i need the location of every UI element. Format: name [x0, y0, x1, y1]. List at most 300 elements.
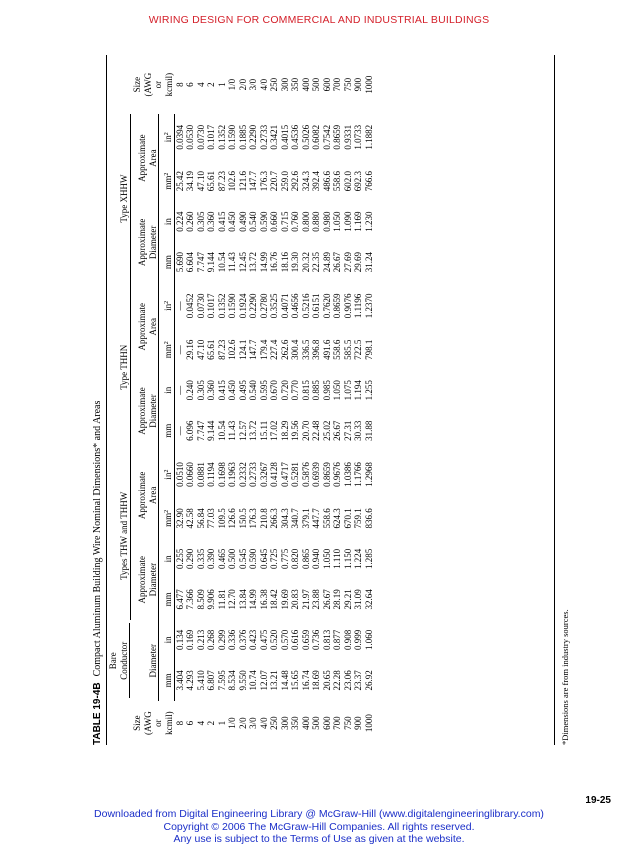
table-cell: 0.1924 — [237, 293, 248, 319]
thhn-diameter-head: Approximate Diameter — [130, 371, 159, 452]
table-cell: 13.84 — [237, 589, 248, 610]
table-cell: 400 — [300, 716, 311, 730]
table-cell: 0.415 — [216, 211, 227, 232]
table-cell: 0.4128 — [269, 462, 279, 487]
page-number: 19-25 — [585, 795, 611, 806]
table-cell: 0.775 — [279, 548, 290, 569]
table-row — [174, 55, 185, 745]
table-cell: 558.6 — [321, 508, 332, 529]
table-cell: 2/0 — [237, 717, 248, 729]
table-cell: 0.880 — [311, 211, 321, 232]
table-cell: 15.11 — [258, 420, 269, 441]
table-cell: 31.88 — [363, 420, 374, 441]
download-notice — [0, 808, 638, 846]
table-row — [280, 55, 291, 745]
table-cell: 0.169 — [185, 629, 195, 651]
table-cell: 4/0 — [258, 78, 269, 91]
table-cell: 1.110 — [332, 548, 342, 569]
table-row — [301, 55, 312, 745]
table-cell: 0.3525 — [269, 293, 279, 319]
table-cell: 0.865 — [300, 548, 311, 569]
table-cell: 10.54 — [216, 251, 227, 273]
table-cell: 11.43 — [227, 252, 237, 273]
table-cell: 121.6 — [237, 170, 248, 192]
table-cell: 0.770 — [290, 380, 300, 401]
table-cell: 0.240 — [185, 380, 195, 401]
table-cell: 19.69 — [279, 589, 290, 610]
table-cell: 0.1590 — [227, 293, 237, 319]
table-cell: 0.0452 — [185, 293, 195, 319]
table-cell: 0.940 — [311, 548, 321, 569]
table-cell: 500 — [311, 77, 321, 92]
table-cell: 5.410 — [195, 670, 206, 691]
table-cell: 17.02 — [269, 420, 279, 441]
table-cell: 0.0881 — [195, 462, 206, 487]
table-row — [217, 55, 228, 745]
table-cell: — — [174, 345, 185, 355]
table-row — [259, 55, 270, 745]
table-cell: 20.65 — [321, 670, 332, 691]
table-cell: 2/0 — [237, 78, 248, 91]
table-cell: 324.3 — [300, 170, 311, 192]
table-cell: 0.8659 — [321, 462, 332, 487]
table-cell: 0.6082 — [311, 124, 321, 150]
table-cell: 7.747 — [195, 420, 206, 441]
table-cell: 0.815 — [300, 380, 311, 401]
table-row — [238, 55, 249, 745]
table-cell: 23.06 — [342, 670, 353, 691]
table-cell: 0.3267 — [258, 462, 269, 487]
table-cell: 21.97 — [300, 589, 311, 610]
table-cell: 0.2290 — [248, 124, 258, 150]
table-cell: 0.540 — [248, 211, 258, 232]
table-cell: 336.5 — [300, 339, 311, 360]
table-cell: 32.90 — [174, 508, 185, 529]
table-cell: 1/0 — [227, 717, 237, 729]
table-cell: 31.09 — [353, 589, 363, 610]
table-cell: 0.5876 — [300, 462, 311, 487]
table-cell: 722.5 — [353, 339, 363, 360]
table-cell: 0.390 — [206, 548, 216, 569]
table-cell: 0.4536 — [290, 124, 300, 150]
table-cell: 14.99 — [258, 251, 269, 273]
table-cell: 0.800 — [300, 211, 311, 232]
table-cell: 6.096 — [185, 420, 195, 441]
table-cell: 0.616 — [290, 629, 300, 651]
table-cell: 7.366 — [185, 589, 195, 610]
table-cell: 19.30 — [290, 251, 300, 273]
table-cell: 6.604 — [185, 251, 195, 273]
table-cell: 262.6 — [279, 339, 290, 360]
table-cell: 1.050 — [332, 211, 342, 232]
table-cell: 0.715 — [279, 211, 290, 232]
table-cell: 227.4 — [269, 339, 279, 360]
table-cell: 759.1 — [353, 508, 363, 529]
table-cell: 1.060 — [363, 629, 374, 651]
table-cell: 1000 — [363, 714, 374, 733]
table-cell: 670.1 — [342, 508, 353, 529]
table-cell: 1.2370 — [363, 293, 374, 319]
table-cell: 1.1882 — [363, 124, 374, 150]
table-cell: 9.906 — [206, 589, 216, 610]
table-cell: 4/0 — [258, 717, 269, 729]
table-cell: 1.224 — [353, 548, 363, 569]
table-cell: 0.9331 — [342, 124, 353, 150]
table-cell: 13.21 — [269, 670, 279, 691]
table-row — [353, 55, 364, 745]
table-cell: 20.83 — [290, 589, 300, 610]
table-cell: 0.999 — [353, 629, 363, 651]
table-cell: 0.3421 — [269, 124, 279, 150]
table-cell: 350 — [290, 77, 300, 92]
table-cell: 0.2332 — [237, 462, 248, 487]
table-cell: 300 — [279, 77, 290, 92]
table-cell: 8.509 — [195, 589, 206, 610]
table-cell: 266.3 — [269, 508, 279, 529]
table-cell: 0.570 — [279, 629, 290, 651]
table-cell: 4.293 — [185, 670, 195, 691]
table-cell: 486.6 — [321, 170, 332, 192]
table-cell: 0.980 — [321, 211, 332, 232]
table-cell: 23.37 — [353, 670, 363, 691]
terms-line[interactable]: Any use is subject to the Terms of Use as given at the website. — [173, 833, 465, 845]
table-cell: 836.6 — [363, 508, 374, 529]
table-cell: 0.5026 — [300, 124, 311, 150]
table-row — [206, 55, 217, 745]
table-cell: 0.450 — [227, 211, 237, 232]
table-cell: 0.4656 — [290, 293, 300, 319]
table-cell: 0.4071 — [279, 293, 290, 319]
table-cell: 0.540 — [248, 380, 258, 401]
table-cell: 3/0 — [248, 78, 258, 91]
bare-diameter-head: Diameter — [130, 620, 159, 701]
table-cell: 6.807 — [206, 670, 216, 691]
table-cell: 0.305 — [195, 211, 206, 232]
table-cell: 0.224 — [174, 211, 185, 232]
table-cell: 20.70 — [300, 420, 311, 441]
table-cell: 0.1698 — [216, 462, 227, 487]
table-cell: — — [174, 385, 185, 395]
table-row — [196, 55, 207, 745]
table-cell: 1000 — [363, 75, 374, 94]
table-cell: 24.89 — [321, 251, 332, 273]
table-cell: 210.8 — [258, 508, 269, 529]
table-cell: 18.29 — [279, 420, 290, 441]
table-cell: 19.56 — [290, 420, 300, 441]
table-footnote: *Dimensions are from industry sources. — [560, 609, 570, 745]
table-cell: 600 — [321, 716, 332, 730]
table-cell: 87.23 — [216, 339, 227, 360]
table-cell: 0.595 — [258, 380, 269, 401]
table-cell: 2 — [206, 720, 216, 726]
table-row — [364, 55, 375, 745]
table-cell: 0.1352 — [216, 293, 227, 319]
table-cell: 102.6 — [227, 339, 237, 360]
table-cell: 34.19 — [185, 170, 195, 192]
table-cell: 26.67 — [332, 420, 342, 441]
table-cell: 9.550 — [237, 670, 248, 691]
table-cell: 602.0 — [342, 170, 353, 192]
table-cell: — — [174, 301, 185, 311]
table-cell: 1 — [216, 82, 227, 87]
table-cell: 4 — [195, 82, 206, 87]
table-cell: 12.57 — [237, 420, 248, 441]
table-cell: 0.670 — [269, 380, 279, 401]
table-cell: 0.645 — [258, 548, 269, 569]
table-cell: 558.6 — [332, 339, 342, 360]
table-cell: 7.747 — [195, 251, 206, 273]
table-row — [311, 55, 322, 745]
table-cell: 7.595 — [216, 670, 227, 691]
unit-row: mm in mm in $mm^2$ $in^2$ mm in $mm^2$ $in^2$ mm in $mm^2$ $in^2$ — [159, 55, 174, 745]
table-cell: 292.6 — [290, 170, 300, 192]
thw-area-head: Approximate Area — [130, 452, 159, 540]
xhhw-area-head: Approximate Area — [130, 114, 159, 202]
table-cell: 0.6151 — [311, 293, 321, 319]
table-cell: 1.075 — [342, 380, 353, 401]
table-cell: 0.1885 — [237, 124, 248, 150]
table-cell: 11.43 — [227, 420, 237, 441]
table-cell: 379.1 — [300, 508, 311, 529]
table-row — [185, 55, 196, 745]
table-cell: 900 — [353, 77, 363, 92]
table-cell: 0.260 — [185, 211, 195, 232]
table-cell: 0.720 — [279, 380, 290, 401]
table-cell: 0.290 — [185, 548, 195, 569]
table-cell: 0.336 — [227, 629, 237, 651]
table-cell: 0.813 — [321, 629, 332, 651]
table-cell: 16.76 — [269, 251, 279, 273]
table-cell: 1.169 — [353, 211, 363, 232]
table-cell: 798.1 — [363, 339, 374, 360]
table-cell: 109.5 — [216, 508, 227, 529]
table-cell: 1.0733 — [353, 124, 363, 150]
table-cell: 0.335 — [195, 548, 206, 569]
table-cell: 26.92 — [363, 670, 374, 691]
table-cell: 0.545 — [237, 548, 248, 569]
table-row — [343, 55, 354, 745]
table-cell: 1.050 — [321, 548, 332, 569]
table-cell: 126.6 — [227, 508, 237, 529]
table-cell: 13.72 — [248, 420, 258, 441]
table-cell: 1.1766 — [353, 462, 363, 487]
table-cell: 6.477 — [174, 589, 185, 610]
table-cell: 0.2780 — [258, 293, 269, 319]
table-cell: 29.69 — [353, 251, 363, 273]
table-cell: 4 — [195, 720, 206, 726]
table-cell: 0.9076 — [342, 293, 353, 319]
table-cell: 25.42 — [174, 170, 185, 192]
table-cell: 8 — [174, 82, 185, 87]
table-cell: 1.2968 — [363, 462, 374, 487]
xhhw-head: Type XHHW — [108, 114, 130, 283]
table-cell: 900 — [353, 716, 363, 730]
table-title — [92, 401, 103, 745]
table-cell: 0.2290 — [248, 293, 258, 319]
table-cell: 8.534 — [227, 670, 237, 691]
table-cell: 102.6 — [227, 170, 237, 192]
table-cell: 9.144 — [206, 420, 216, 441]
table-cell: 766.6 — [363, 170, 374, 192]
table-cell: 0.7620 — [321, 293, 332, 319]
size-head-left: Size (AWG or kcmil) — [132, 711, 174, 735]
table-cell: 0.885 — [311, 380, 321, 401]
table-cell: 26.67 — [332, 251, 342, 273]
table-cell: 26.67 — [321, 589, 332, 610]
table-cell: 47.10 — [195, 170, 206, 192]
table-cell: 0.877 — [332, 629, 342, 651]
table-cell: 750 — [342, 716, 353, 730]
table-row — [227, 55, 238, 745]
table-cell: 0.6939 — [311, 462, 321, 487]
table-cell: 1.050 — [332, 380, 342, 401]
table-cell: 9.144 — [206, 251, 216, 273]
table-cell: — — [174, 426, 185, 436]
table-cell: 0.985 — [321, 380, 332, 401]
table-cell: 0.490 — [237, 211, 248, 232]
table-cell: 47.10 — [195, 339, 206, 360]
table-cell: 0.495 — [237, 380, 248, 401]
table-cell: 0.134 — [174, 629, 185, 651]
table-cell: 8 — [174, 720, 185, 726]
table-cell: 5.690 — [174, 251, 185, 273]
table-cell: 0.660 — [269, 211, 279, 232]
blank-head — [108, 701, 130, 745]
table-cell: 11.81 — [216, 589, 227, 610]
table-cell: 0.0730 — [195, 293, 206, 319]
table-cell: 18.42 — [269, 589, 279, 610]
table-cell: 6 — [185, 720, 195, 726]
table-row — [290, 55, 301, 745]
thw-diameter-head: Approximate Diameter — [130, 539, 159, 620]
top-rule — [106, 55, 107, 745]
table-cell: 700 — [332, 716, 342, 730]
table-cell: 396.8 — [311, 339, 321, 360]
thhn-area-head: Approximate Area — [130, 283, 159, 371]
table-cell: 124.1 — [237, 339, 248, 360]
table-cell: 0.659 — [300, 629, 311, 651]
table-cell: 29.16 — [185, 339, 195, 360]
table-cell: 29.21 — [342, 589, 353, 610]
table-cell: 0.0510 — [174, 462, 185, 487]
copyright-line: Copyright © 2006 The McGraw-Hill Companies. All rights reserved. — [163, 820, 475, 833]
table-body — [174, 55, 374, 745]
table-cell: 0.1017 — [206, 293, 216, 319]
download-line[interactable]: Downloaded from Digital Engineering Library @ McGraw-Hill (www.digitalengineeringlibrary.com) — [94, 808, 544, 820]
table-cell: 750 — [342, 77, 353, 92]
table-cell: 14.48 — [279, 670, 290, 691]
table-caption: Compact Aluminum Building Wire Nominal Dimensions* and Areas — [92, 400, 103, 677]
table-cell: 1.230 — [363, 211, 374, 232]
table-cell: 1.0386 — [342, 462, 353, 487]
table-cell: 558.6 — [332, 170, 342, 192]
table-cell: 600 — [321, 77, 332, 92]
table-cell: 0.8659 — [332, 293, 342, 319]
table-cell: 0.376 — [237, 629, 248, 651]
table-cell: 0.908 — [342, 629, 353, 651]
table-cell: 400 — [300, 77, 311, 92]
table-cell: 0.8659 — [332, 124, 342, 150]
table-cell: 0.1017 — [206, 124, 216, 150]
table-cell: 176.3 — [258, 170, 269, 192]
table-cell: 0.415 — [216, 380, 227, 401]
table-cell: 0.500 — [227, 548, 237, 569]
table-row — [332, 55, 343, 745]
table-cell: 0.465 — [216, 548, 227, 569]
table-cell: 0.450 — [227, 380, 237, 401]
table-cell: 585.5 — [342, 339, 353, 360]
table-cell: 0.2733 — [248, 462, 258, 487]
table-cell: 6 — [185, 82, 195, 87]
table-cell: 0.268 — [206, 629, 216, 651]
table-cell: 12.07 — [258, 670, 269, 691]
table-row — [322, 55, 333, 745]
table-cell: 179.4 — [258, 339, 269, 360]
table-cell: 10.54 — [216, 420, 227, 441]
bottom-rule — [554, 55, 555, 745]
table-cell: 0.0394 — [174, 124, 185, 150]
table-cell: 0.4717 — [279, 462, 290, 487]
table-cell: 1.255 — [363, 380, 374, 401]
table-cell: 250 — [269, 77, 279, 92]
table-cell: 0.423 — [248, 629, 258, 651]
table-cell: 0.736 — [311, 629, 321, 651]
table-cell: 0.305 — [195, 380, 206, 401]
table-cell: 700 — [332, 77, 342, 92]
table-cell: 22.28 — [332, 670, 342, 691]
table-cell: 500 — [311, 716, 321, 730]
table-cell: 1 — [216, 720, 227, 726]
table-cell: 22.48 — [311, 420, 321, 441]
table-cell: 0.1194 — [206, 462, 216, 487]
table-cell: 1.150 — [342, 548, 353, 569]
table-cell: 56.84 — [195, 508, 206, 529]
table-row — [269, 55, 280, 745]
blank-head-right — [108, 55, 130, 114]
table-cell: 250 — [269, 716, 279, 730]
table-cell: 147.7 — [248, 339, 258, 360]
table-cell: 3/0 — [248, 717, 258, 729]
table-cell: 0.1590 — [227, 124, 237, 150]
table-cell: 0.725 — [269, 548, 279, 569]
table-cell: 0.4015 — [279, 124, 290, 150]
table-cell: 150.5 — [237, 508, 248, 529]
table-cell: 0.0730 — [195, 124, 206, 150]
xhhw-diameter-head: Approximate Diameter — [130, 202, 159, 283]
table-cell: 18.69 — [311, 670, 321, 691]
table-cell: 0.475 — [258, 629, 269, 651]
table-cell: 0.213 — [195, 629, 206, 651]
table-cell: 692.3 — [353, 170, 363, 192]
table-cell: 0.5281 — [290, 462, 300, 487]
table-cell: 12.70 — [227, 589, 237, 610]
table-cell: 27.69 — [342, 251, 353, 273]
table-cell: 259.0 — [279, 170, 290, 192]
table-cell: 22.35 — [311, 251, 321, 273]
table-cell: 624.3 — [332, 508, 342, 529]
table-cell: 300.4 — [290, 339, 300, 360]
table-cell: 0.1963 — [227, 462, 237, 487]
table-cell: 25.02 — [321, 420, 332, 441]
thw-head: Types THW and THHW — [108, 452, 130, 621]
table-cell: 28.19 — [332, 589, 342, 610]
table-cell: 65.61 — [206, 170, 216, 192]
table-cell: 0.5216 — [300, 293, 311, 319]
table-cell: 447.7 — [311, 508, 321, 529]
table-cell: 491.6 — [321, 339, 332, 360]
table-cell: 1.090 — [342, 211, 353, 232]
table-cell: 31.24 — [363, 251, 374, 273]
